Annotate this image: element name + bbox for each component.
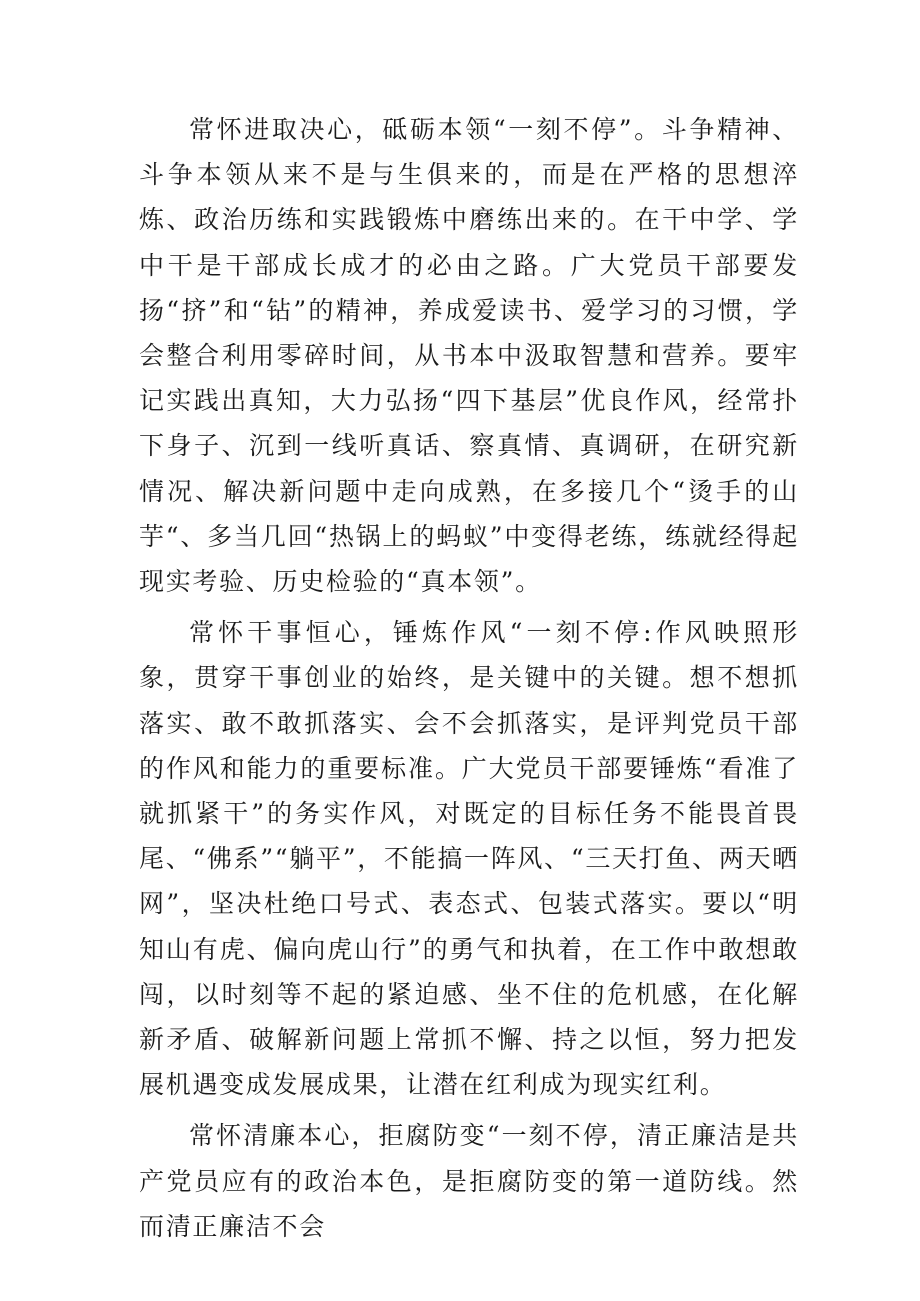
- document-body: [139, 107, 799, 1255]
- paragraph-progress: 常怀进取决心，砥砺本领“一刻不停”。斗争精神、斗争本领从来不是与生俱来的，而是在严格的思想淬炼、政治历练和实践锻炼中磨练出来的。在干中学、学中干是干部成长成才的必由之路。广大党员干部要发扬“挤”和“钻”的精神，养成爱读书、爱学习的习惯，学会整合利用零碎时间，从书本中汲取智慧和营养。要牢记实践出真知，大力弘扬“四下基层”优良作风，经常扑下身子、沉到一线听真话、察真情、真调研，在研究新情况、解决新问题中走向成熟，在多接几个“烫手的山芋“、多当几回“热锅上的蚂蚁”中变得老练，练就经得起现实考验、历史检验的“真本领”。: [139, 115, 799, 597]
- paragraph-style: 常怀干事恒心，锤炼作风“一刻不停:作风映照形象，贯穿干事创业的始终，是关键中的关键。想不想抓落实、敢不敢抓落实、会不会抓落实，是评判党员干部的作风和能力的重要标准。广大党员干部要锤炼“看准了就抓紧干”的务实作风，对既定的目标任务不能畏首畏尾、“佛系”“躺平”，不能搞一阵风、“三天打鱼、两天晒网”，坚决杜绝口号式、表态式、包装式落实。要以“明知山有虎、偏向虎山行”的勇气和执着，在工作中敢想敢闯，以时刻等不起的紧迫感、坐不住的危机感，在化解新矛盾、破解新问题上常抓不懈、持之以恒，努力把发展机遇变成发展成果，让潜在红利成为现实红利。: [139, 618, 799, 1100]
- paragraph-integrity: 常怀清廉本心，拒腐防变“一刻不停，清正廉洁是共产党员应有的政治本色，是拒腐防变的第一道防线。然而清正廉洁不会: [139, 1121, 799, 1241]
